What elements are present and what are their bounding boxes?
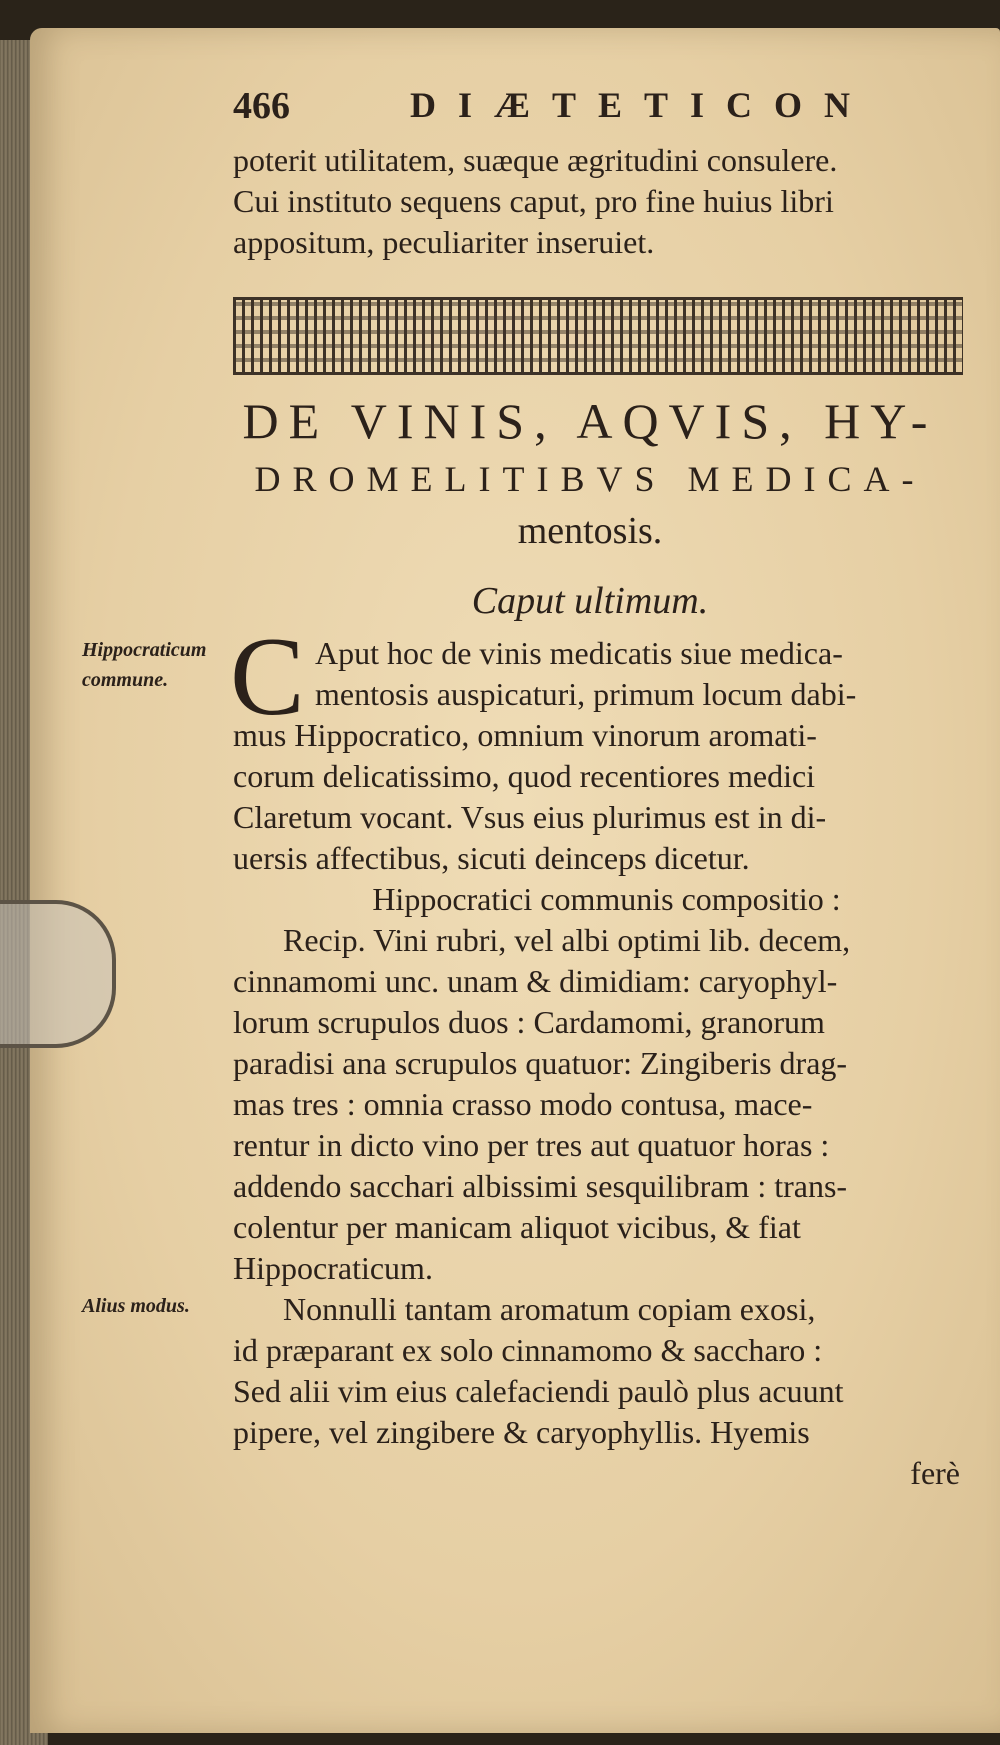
text-line: Claretum vocant. Vsus eius plurimus est in di-: [233, 799, 827, 835]
chapter-title-line: mentosis.: [517, 510, 663, 552]
text-line: mentosis auspicaturi, primum locum dabi-: [315, 676, 857, 712]
text-line: mas tres : omnia crasso modo contusa, mace-: [233, 1086, 813, 1122]
ornamental-headpiece: [233, 297, 963, 375]
text-line: mus Hippocratico, omnium vinorum aromati-: [233, 717, 817, 753]
text-line: Cui instituto sequens caput, pro fine huius libri: [233, 183, 834, 219]
paragraph-3: [82, 1289, 980, 1494]
chapter-title-line: DE VINIS, AQVIS, HY-: [242, 393, 938, 449]
text-line: id præparant ex solo cinnamomo & saccharo :: [233, 1332, 823, 1368]
drop-cap: C: [230, 615, 305, 739]
chapter-title: [200, 389, 980, 557]
page-content: [82, 80, 980, 1494]
text-line: addendo sacchari albissimi sesquilibram : trans-: [233, 1168, 848, 1204]
text-line: Sed alii vim eius calefaciendi paulò plus acuunt: [233, 1373, 844, 1409]
text-line: Aput hoc de vinis medicatis siue medica-: [315, 635, 843, 671]
catchword: ferè: [910, 1455, 960, 1491]
opening-paragraph: [200, 140, 980, 263]
text-line: pipere, vel zingibere & caryophyllis. Hyemis: [233, 1414, 810, 1450]
book-clasp: [0, 900, 116, 1048]
recipe-heading: Hippocratici communis compositio :: [372, 881, 841, 917]
text-line: appositum, peculiariter inseruiet.: [233, 224, 655, 260]
text-line: Recip. Vini rubri, vel albi optimi lib. decem,: [283, 922, 851, 958]
margin-note: Alius modus.: [82, 1295, 190, 1317]
text-line: paradisi ana scrupulos quatuor: Zingiberis drag-: [233, 1045, 848, 1081]
page-number: 466: [233, 85, 290, 127]
text-line: corum delicatissimo, quod recentiores medici: [233, 758, 816, 794]
text-line: poterit utilitatem, suæque ægritudini consulere.: [233, 142, 838, 178]
chapter-title-line: DROMELITIBVS MEDICA-: [254, 459, 926, 499]
running-head: [200, 80, 980, 140]
text-line: Hippocraticum.: [233, 1250, 433, 1286]
text-line: uersis affectibus, sicuti deinceps dicetur.: [233, 840, 750, 876]
text-line: lorum scrupulos duos : Cardamomi, granorum: [233, 1004, 825, 1040]
running-title: DIÆTETICON: [410, 85, 873, 125]
text-line: Nonnulli tantam aromatum copiam exosi,: [283, 1291, 816, 1327]
text-line: colentur per manicam aliquot vicibus, & fiat: [233, 1209, 801, 1245]
paragraph-1: [82, 615, 980, 879]
recipe-paragraph: [200, 920, 980, 1289]
text-line: rentur in dicto vino per tres aut quatuor horas :: [233, 1127, 830, 1163]
chapter-subtitle: Caput ultimum.: [471, 580, 709, 622]
margin-note: Hippocraticum commune.: [82, 639, 207, 691]
text-line: cinnamomi unc. unam & dimidiam: caryophyl-: [233, 963, 838, 999]
